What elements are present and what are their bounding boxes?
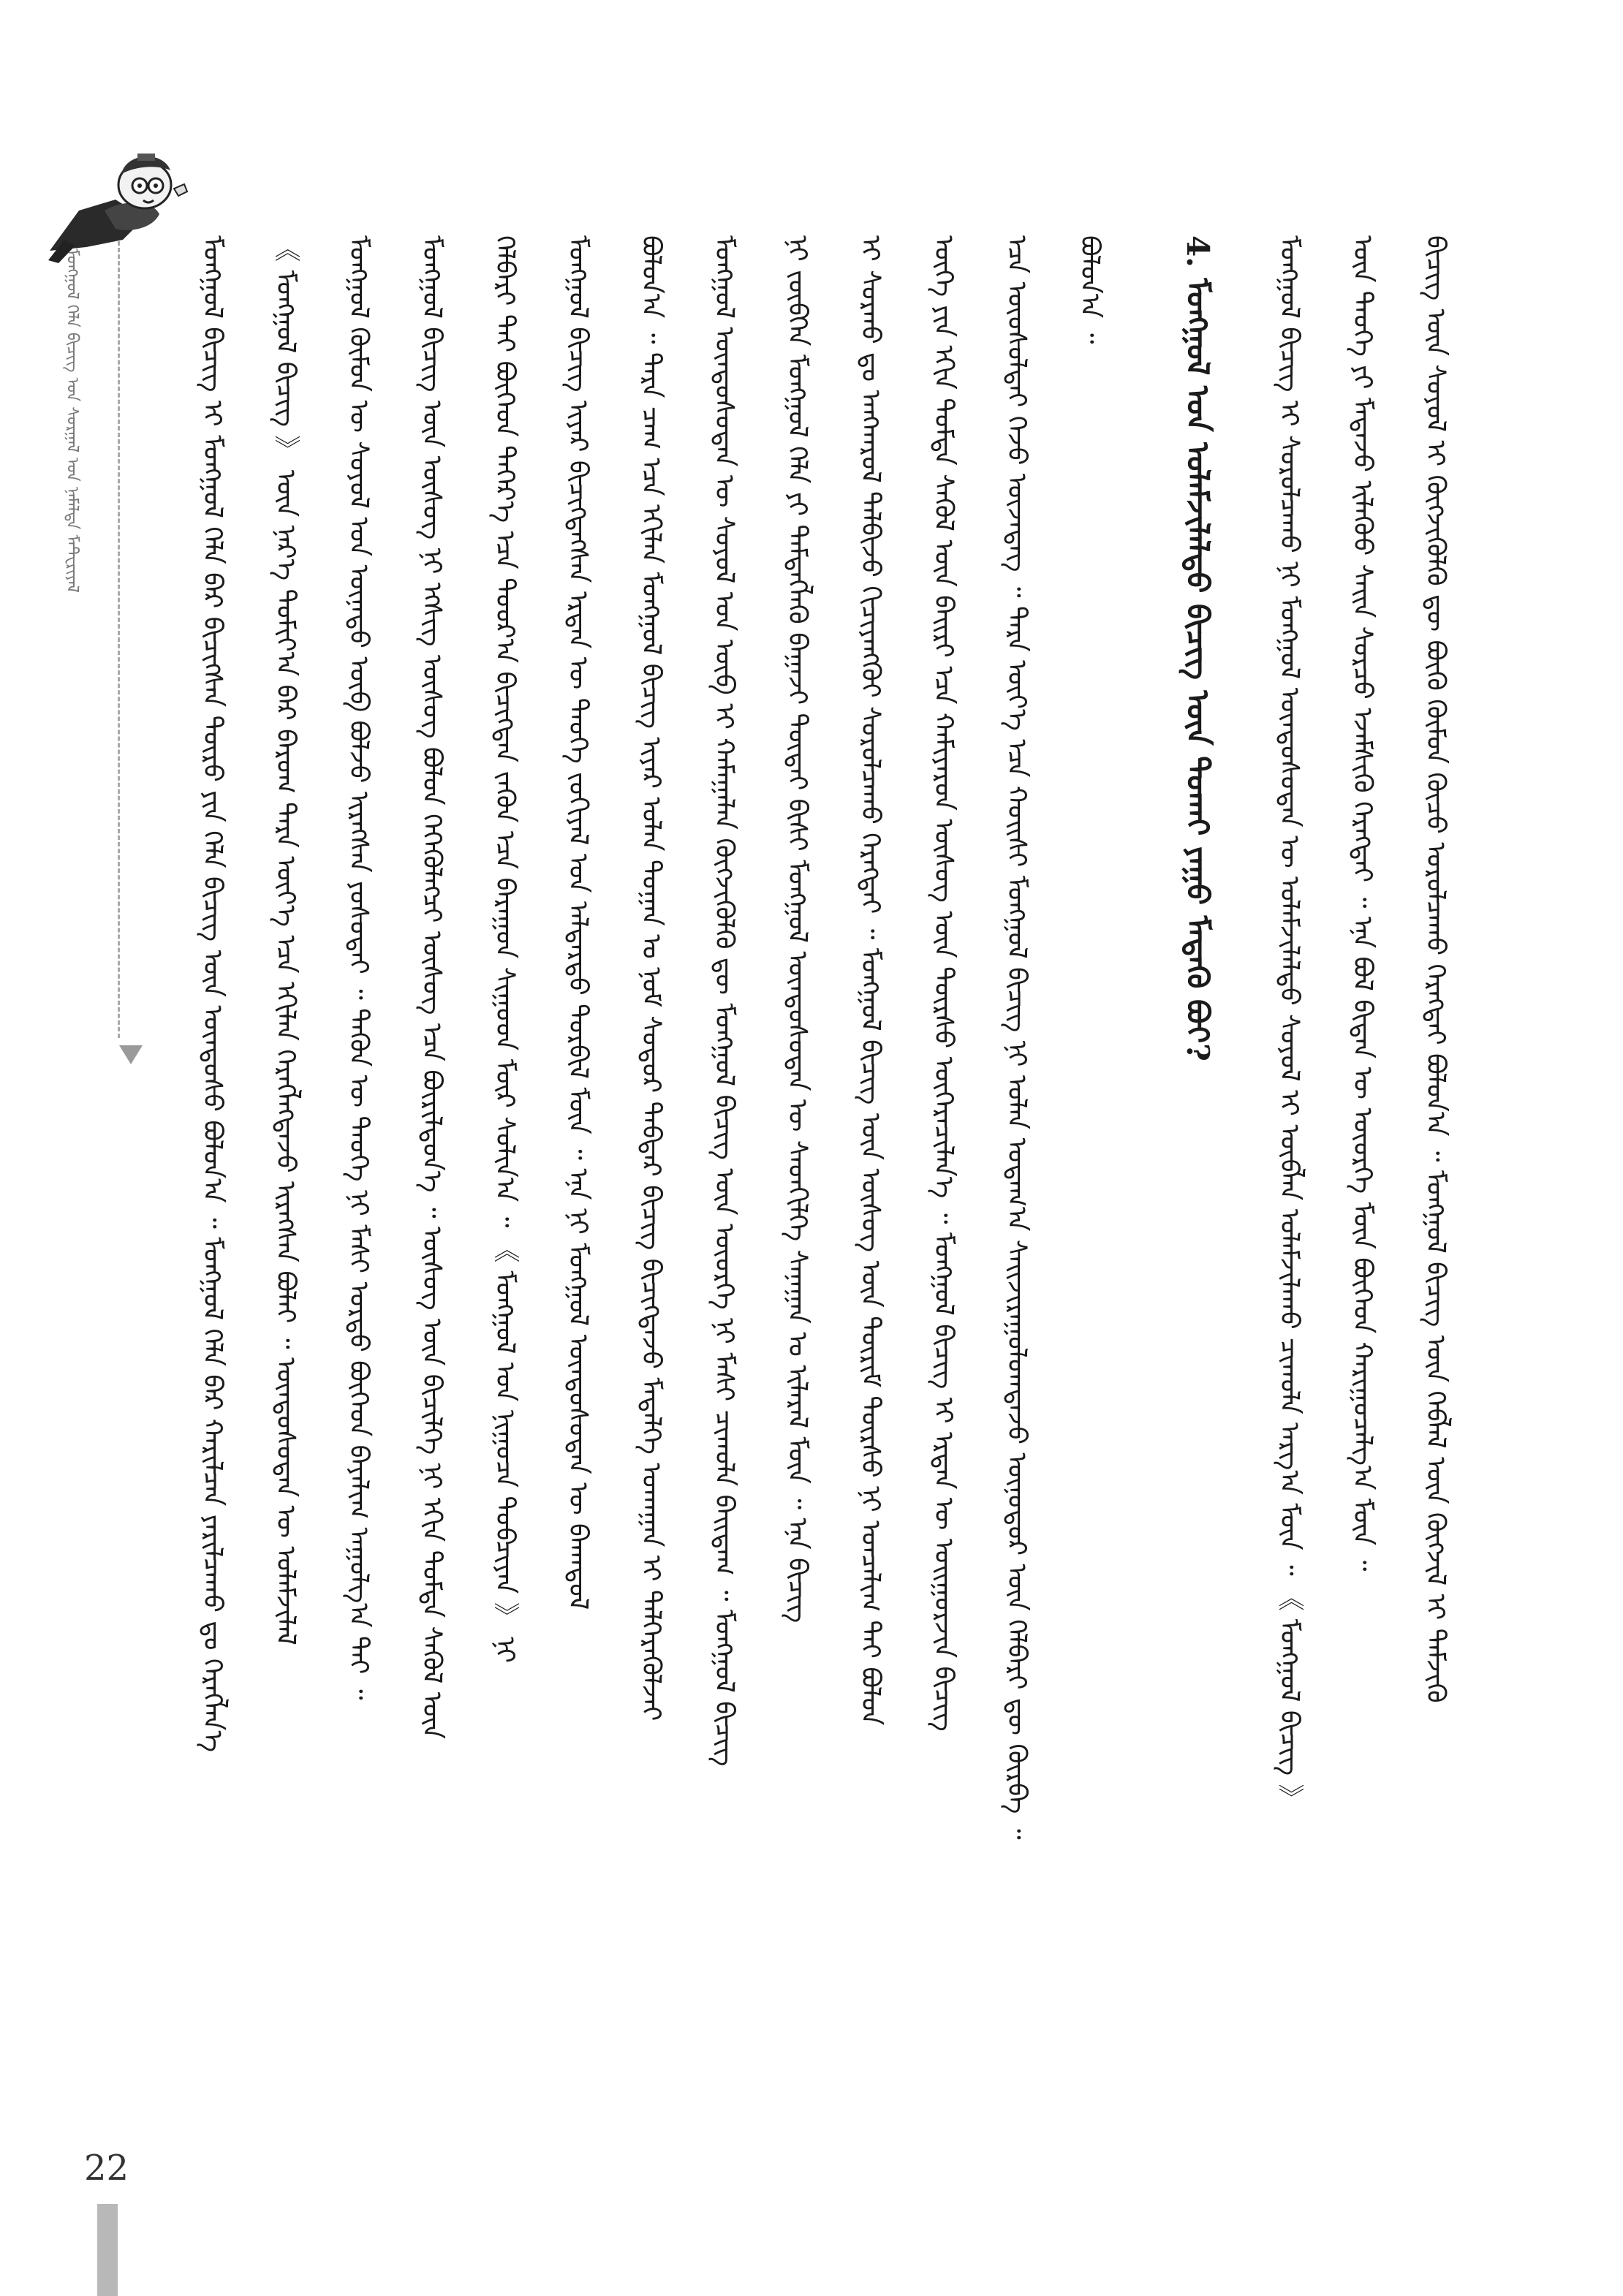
text-column-8: ᠮᠣᠩᠭᠣᠯ ᠦᠨᠳᠦᠰᠦᠲᠡᠨ ᠦ ᠰᠣᠶᠣᠯ ᠤᠨ ᠥᠪ ᠢ ᠬᠠᠮᠠᠭᠠᠯᠠᠨ ᠬᠥᠭᠵᠢᠭᠦᠯᠬᠦ ᠳᠦ ᠮᠣᠩᠭᠣᠯ ᠪᠢᠴᠢᠭ ᠦᠨ ᠦᠦᠷᠭᠡ ᠨᠢ ᠮᠠᠰᠢ ᠴᠢᠬᠤᠯᠠ ᠪᠠᠢᠳᠠᠭ ᠃ ᠮᠣᠩᠭᠣᠯ ᠪᠢᠴᠢᠭ xyxy=(709,235,739,1767)
text-column-6: ᠮᠣᠩᠭᠣᠯ ᠪᠢᠴᠢᠭ ᠢᠶᠡᠷ ᠪᠢᠴᠢᠭᠳᠡᠭᠰᠡᠨ ᠡᠷᠲᠡᠨ ᠦ ᠲᠡᠦᠬᠡ ᠵᠣᠬᠢᠶᠠᠯ ᠤᠨ ᠠᠯᠳᠠᠷᠲᠤ ᠲᠤᠷᠪᠢᠯ ᠮᠥᠨ ᠃ ᠡᠨᠡ ᠨᠢ ᠮᠣᠩᠭᠣᠯ ᠦᠨᠳᠦᠰᠦᠲᠡᠨ ᠦ ᠪᠠᠬᠠᠳᠤᠯ xyxy=(563,235,593,1610)
page-edge-bar xyxy=(97,2204,118,2296)
text-column-2: 《 ᠮᠣᠩᠭᠣᠯ ᠪᠢᠴᠢᠭ 》 ᠦᠨ ᠨᠡᠷ᠎ᠡ ᠲᠣᠮᠢᠶ᠎ᠠ ᠪᠡᠷ ᠪᠠᠷᠤᠭ ᠲᠡᠷᠡ ᠦᠶ᠎ᠡ ᠡᠴᠡ ᠡᠬᠢᠯᠡᠨ ᠬᠡᠷᠡᠭᠯᠡᠭᠳᠡᠵᠦ ᠢᠷᠡᠭᠰᠡᠨ ᠪᠣᠯᠠᠢ ᠃ ᠦᠨᠳᠦᠰᠦᠲᠡᠨ ᠦ ᠤᠯᠠᠮᠵᠢᠯᠠᠯ xyxy=(270,235,300,1645)
text-column-13: ᠮᠣᠩᠭᠣᠯ ᠪᠢᠴᠢᠭ ᠢ ᠰᠤᠷᠤᠯᠴᠠᠬᠤ ᠨᠢ ᠮᠣᠩᠭᠣᠯ ᠦᠨᠳᠦᠰᠦᠲᠡᠨ ᠦ ᠤᠯᠠᠮᠵᠢᠯᠠᠯᠲᠤ ᠰᠣᠶᠣᠯ ᠢ ᠥᠪᠯᠡᠨ ᠤᠯᠠᠮᠵᠢᠯᠠᠬᠤ ᠴᠢᠬᠤᠯᠠ ᠠᠷᠭ᠎ᠠ ᠮᠥᠨ ᠃ 《 ᠮᠣᠩᠭᠣᠯ ᠪᠢᠴᠢᠭ 》 xyxy=(1274,235,1304,1811)
text-column-4: ᠮᠣᠩᠭᠣᠯ ᠪᠢᠴᠢᠭ ᠦᠨ ᠦᠰᠦᠭ ᠨᠢ ᠡᠭᠰᠢᠭ ᠦᠰᠦᠭ ᠪᠣᠯᠤᠨ ᠭᠡᠭᠡᠭᠦᠯᠡᠭᠴᠢ ᠦᠰᠦᠭ ᠡᠴᠡ ᠪᠦᠷᠢᠯᠳᠦᠨ᠎ᠡ ᠃ ᠦᠰᠦᠭ ᠦᠨ ᠪᠢᠴᠢᠯᠭᠡ ᠨᠢ ᠡᠬᠢᠨ ᠳᠤᠮᠳᠠ ᠰᠡᠭᠦᠯ ᠦᠨ xyxy=(417,235,447,1740)
text-column-14: ᠦᠨ ᠲᠡᠦᠬᠡ ᠶᠢ ᠮᠡᠳᠡᠵᠦ ᠢᠯᠡᠭᠦᠦ ᠰᠠᠢᠨ ᠰᠤᠷᠴᠤ ᠡᠵᠡᠮᠰᠢᠬᠦ ᠬᠡᠷᠡᠭᠲᠡᠢ ᠃ ᠡᠨᠡ ᠪᠣᠯ ᠪᠢᠳᠡᠨ ᠦ ᠦᠦᠷᠭᠡ ᠮᠥᠨ ᠪᠥᠭᠡᠳ ᠬᠠᠷᠢᠭᠤᠴᠠᠯᠭ᠎ᠠ ᠮᠥᠨ ᠃ xyxy=(1347,235,1377,1572)
text-column-15: ᠪᠢᠴᠢᠭ ᠦᠨ ᠰᠣᠶᠣᠯ ᠢ ᠬᠥᠭᠵᠢᠭᠦᠯᠬᠦ ᠳᠦ ᠪᠦᠬᠦ ᠬᠦᠮᠦᠨ ᠬᠦᠴᠦ ᠣᠷᠣᠯᠴᠠᠬᠤ ᠬᠡᠷᠡᠭᠲᠡᠢ ᠪᠣᠯᠤᠨ᠎ᠠ ᠃ ᠮᠣᠩᠭᠣᠯ ᠪᠢᠴᠢᠭ ᠦᠨ ᠬᠡᠪᠯᠡᠯ ᠦᠨ ᠬᠥᠭᠵᠢᠯ ᠢ ᠳᠡᠮᠵᠢᠬᠦ xyxy=(1420,235,1450,1703)
text-column-10: ᠢ ᠰᠤᠷᠬᠤ ᠳᠤ ᠠᠩᠬᠠᠷᠤᠯ ᠲᠠᠯᠪᠢᠵᠤ ᠬᠢᠴᠢᠶᠡᠩᠭᠦᠢ ᠰᠤᠷᠤᠯᠴᠠᠬᠤ ᠬᠡᠷᠡᠭᠲᠡᠢ ᠃ ᠮᠣᠩᠭᠣᠯ ᠪᠢᠴᠢᠭ ᠦᠨ ᠦᠰᠦᠭ ᠦᠨ ᠳᠦᠷᠢᠮ ᠳᠦᠷᠰᠦ ᠨᠢ ᠣᠨᠴᠠᠯᠢᠭ ᠲᠠᠢ ᠪᠣᠯᠤᠨ xyxy=(855,235,885,1726)
text-column-9: ᠨᠢ ᠵᠥᠪᠬᠡᠨ ᠮᠣᠩᠭᠣᠯ ᠬᠡᠯᠡ ᠶᠢ ᠲᠡᠮᠳᠡᠭᠯᠡᠬᠦ ᠪᠠᠭᠠᠵᠢ ᠲᠥᠳᠡᠢ ᠪᠢᠰᠢ ᠮᠣᠩᠭᠣᠯ ᠦᠨᠳᠦᠰᠦᠲᠡᠨ ᠦ ᠰᠡᠳᠬᠢᠯᠭᠡ ᠰᠠᠨᠠᠭᠠᠨ ᠤ ᠢᠯᠡᠷᠡᠯ ᠮᠥᠨ ᠃ ᠡᠨᠡ ᠪᠢᠴᠢᠭ xyxy=(782,235,812,1624)
triangle-marker-icon xyxy=(119,1045,143,1064)
text-column-1: ᠮᠣᠩᠭᠣᠯ ᠪᠢᠴᠢᠭ ᠢ ᠮᠣᠩᠭᠣᠯ ᠬᠡᠯᠡ ᠪᠡᠷ ᠪᠢᠴᠢᠭᠰᠡᠨ ᠲᠦᠷᠦ ᠶᠢᠨ ᠬᠡᠯᠡ ᠪᠢᠴᠢᠭ ᠦᠨ ᠦᠨᠳᠦᠰᠦ ᠪᠣᠯᠤᠨ᠎ᠠ ᠃ ᠮᠣᠩᠭᠣᠯ ᠬᠡᠯᠡ ᠪᠡᠷ ᠬᠠᠷᠢᠯᠴᠠᠨ ᠶᠠᠷᠢᠯᠴᠠᠬᠤ ᠳᠤ ᠬᠡᠷᠡᠭᠯᠡᠨ᠎ᠡ xyxy=(197,235,227,1753)
text-column-11: ᠦᠭᠡ ᠶᠢᠨ ᠡᠬᠢᠨ ᠳᠤᠮᠳᠠ ᠰᠡᠭᠦᠯ ᠦᠨ ᠪᠠᠢᠷᠢ ᠡᠴᠡ ᠬᠠᠮᠢᠶᠠᠷᠤᠨ ᠦᠰᠦᠭ ᠦᠨ ᠳᠦᠷᠰᠦ ᠥᠭᠡᠷᠡᠴᠢᠯᠡᠨ᠎ᠡ ᠃ ᠮᠣᠩᠭᠣᠯ ᠪᠢᠴᠢᠭ ᠢ ᠡᠷᠲᠡᠨ ᠦ ᠤᠢᠭᠤᠷᠵᠢᠨ ᠪᠢᠴᠢᠭ xyxy=(928,235,958,1732)
closing-line: ᠪᠣᠯᠤᠨ᠎ᠠ ᠃ xyxy=(1075,235,1105,344)
text-column-12: ᠡᠴᠡ ᠦᠦᠰᠦᠯᠲᠡᠢ ᠭᠡᠵᠦ ᠦᠵᠡᠳᠡᠭ ᠃ ᠲᠡᠷᠡ ᠦᠶ᠎ᠡ ᠡᠴᠡ ᠬᠣᠢᠰᠢ ᠮᠣᠩᠭᠣᠯ ᠪᠢᠴᠢᠭ ᠨᠢ ᠣᠯᠠᠨ ᠤᠳᠠᠭ᠎ᠠ ᠰᠠᠢᠵᠢᠷᠠᠭᠤᠯᠤᠭᠳᠠᠵᠤ ᠥᠨᠥᠳᠦᠷ ᠦᠨ ᠬᠡᠯᠪᠡᠷᠢ ᠳᠦ ᠬᠦᠷᠪᠡ ᠃ xyxy=(1002,235,1032,1840)
text-column-3: ᠮᠣᠩᠭᠣᠯ ᠬᠦᠮᠦᠨ ᠦ ᠰᠣᠶᠣᠯ ᠤᠨ ᠦᠨᠡᠲᠦ ᠥᠪ ᠪᠣᠯᠵᠤ ᠢᠷᠡᠭᠰᠡᠨ ᠶᠣᠰᠣᠲᠠᠢ ᠃ ᠲᠡᠭᠦᠨ ᠦ ᠲᠡᠦᠬᠡ ᠨᠢ ᠮᠠᠰᠢ ᠤᠷᠲᠤ ᠪᠥᠭᠡᠳ ᠪᠠᠶᠠᠯᠢᠭ ᠠᠭᠤᠯᠭ᠎ᠠ ᠲᠠᠢ ᠃ xyxy=(344,235,374,1700)
dashed-divider xyxy=(118,241,120,1038)
section-heading: 4. ᠮᠣᠩᠭᠣᠯ ᠤᠨ ᠤᠯᠠᠮᠵᠢᠯᠠᠯᠲᠤ ᠪᠢᠴᠢᠭ ᠦᠨ ᠲᠤᠬᠠᠢ ᠶᠠᠭᠤ ᠮᠡᠳᠡᠬᠦ ᠪᠤᠢ? xyxy=(1180,235,1216,1061)
page-number: 22 xyxy=(84,2148,129,2189)
text-column-5: ᠬᠡᠯᠪᠡᠷᠢ ᠲᠡᠢ ᠪᠥᠭᠡᠳ ᠳᠡᠭᠡᠷ᠎ᠡ ᠡᠴᠡ ᠳᠣᠣᠷ᠎ᠠ ᠪᠢᠴᠢᠭᠳᠡᠨ ᠵᠡᠭᠦᠨ ᠡᠴᠡ ᠪᠠᠷᠠᠭᠤᠨ ᠰᠢᠭᠤᠳ ᠮᠦᠷ ᠰᠣᠯᠢᠨ᠎ᠠ ᠃ 《 ᠮᠣᠩᠭᠣᠯ ᠤᠨ ᠨᠢᠭᠤᠴᠠ ᠲᠣᠪᠴᠢᠶᠠᠨ 》 ᠨᠢ xyxy=(490,235,520,1663)
running-header: ᠮᠣᠩᠭᠣᠯ ᠬᠡᠯᠡ ᠪᠢᠴᠢᠭ ᠤᠨ ᠰᠤᠷᠭᠠᠯ ᠤᠨ ᠨᠡᠮᠡᠯᠲᠡ ᠮᠠᠲ᠋ᠧᠷᠢᠶᠠᠯ xyxy=(63,249,81,593)
text-column-7: ᠪᠣᠯᠤᠨ᠎ᠠ ᠃ ᠲᠡᠷᠡ ᠴᠠᠭ ᠡᠴᠡ ᠡᠬᠢᠯᠡᠨ ᠮᠣᠩᠭᠣᠯ ᠪᠢᠴᠢᠭ ᠢᠶᠡᠷ ᠣᠯᠠᠨ ᠲᠣᠭᠠᠨ ᠤ ᠨᠣᠮ ᠰᠤᠳᠤᠷ ᠳᠡᠪᠲᠡᠷ ᠪᠢᠴᠢᠭ ᠪᠢᠴᠢᠭᠳᠡᠵᠦ ᠮᠡᠳᠡᠯᠭᠡ ᠤᠬᠠᠭᠠᠨ ᠢ ᠳᠡᠯᠭᠡᠷᠡᠭᠦᠯᠵᠡᠢ xyxy=(636,235,666,1721)
